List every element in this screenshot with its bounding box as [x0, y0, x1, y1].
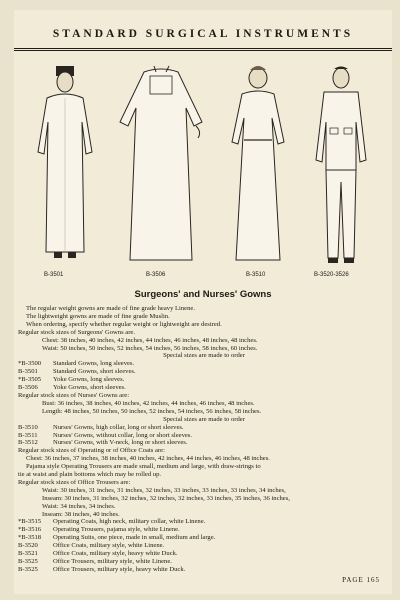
line-text: Office Coats, military style, heavy white Duck.: [53, 550, 178, 558]
text-line: [18, 503, 390, 511]
line-text: Waist: 34 inches, 34 inches.: [42, 502, 116, 510]
catalog-item: [18, 368, 390, 376]
catalog-item: [18, 542, 390, 550]
line-text: Standard Gowns, short sleeves.: [53, 368, 136, 376]
catalog-item: [18, 518, 390, 526]
header-rule-2: [14, 50, 392, 51]
line-text: Office Trousers, military style, heavy white Duck.: [53, 565, 186, 573]
text-line: [18, 511, 390, 519]
line-text: Special sizes are made to order: [163, 415, 245, 423]
catalog-item: [18, 432, 390, 440]
line-text: Regular stock sizes of Operating or of Office Coats are:: [18, 447, 165, 455]
item-code: *B-3518: [18, 534, 42, 542]
line-text: Regular stock sizes of Nurses' Gowns are:: [18, 391, 130, 399]
text-line: [18, 487, 390, 495]
catalog-item: [18, 534, 390, 542]
line-text: When ordering, specify whether regular weight or lightweight are desired.: [26, 320, 222, 328]
line-text: Nurses' Gowns, high collar, long or short sleeves.: [53, 423, 184, 431]
text-line: [18, 495, 390, 503]
item-code: B-3511: [18, 431, 38, 439]
item-code: B-3521: [18, 550, 38, 558]
item-code: B-3506: [18, 384, 38, 392]
text-line: [18, 329, 390, 337]
line-text: tie at waist and plain bottoms which may be rolled up.: [18, 471, 162, 479]
line-text: Operating Coats, high neck, military collar, white Linene.: [53, 518, 206, 526]
text-line: [18, 463, 390, 471]
text-line: [18, 408, 390, 416]
line-text: Chest: 38 inches, 40 inches, 42 inches, 44 inches, 46 inches, 48 inches, 48 inches.: [42, 336, 258, 344]
line-text: Office Trousers, military style, white Linene.: [53, 558, 172, 565]
body-text: [18, 305, 390, 574]
text-line: [18, 352, 390, 360]
catalog-item: [18, 384, 390, 392]
line-text: Office Coats, military style, white Linene.: [53, 542, 165, 550]
nurse-gown-figure: [224, 62, 294, 267]
text-line: [18, 471, 390, 479]
catalog-item: [18, 360, 390, 368]
item-code: *B-3505: [18, 376, 42, 384]
catalog-page: [14, 10, 392, 594]
item-code: B-3510: [18, 423, 38, 431]
text-line: [18, 400, 390, 408]
line-text: Yoke Gowns, short sleeves.: [53, 384, 126, 392]
line-text: Waist: 30 inches, 31 inches, 31 inches, 32 inches, 33 inches, 33 inches, 33 inches, 34 inches,: [42, 486, 286, 494]
line-text: Nurses' Gowns, without collar, long or short sleeves.: [53, 431, 193, 439]
yoke-gown-figure: [114, 62, 209, 267]
text-line: [18, 313, 390, 321]
figure-caption: B-3510: [246, 272, 266, 278]
surgeon-gown-figure: [32, 62, 102, 267]
figure-caption: B-3506: [146, 272, 166, 278]
section-title: Surgeons' and Nurses' Gowns: [134, 289, 272, 300]
text-line: [18, 479, 390, 487]
text-line: [18, 392, 390, 400]
text-line: [18, 455, 390, 463]
text-line: [18, 321, 390, 329]
item-code: B-3520: [18, 542, 38, 550]
line-text: Operating Suits, one piece, made in small, medium and large.: [53, 534, 216, 542]
line-text: Standard Gowns, long sleeves.: [53, 360, 135, 368]
figure-caption: B-3501: [44, 272, 64, 278]
line-text: Inseam: 38 inches, 40 inches.: [42, 510, 120, 518]
item-code: B-3501: [18, 368, 38, 376]
catalog-item: [18, 439, 390, 447]
text-line: [18, 345, 390, 353]
header-rule: [14, 48, 392, 49]
text-line: [18, 305, 390, 313]
line-text: Nurses' Gowns, with V-neck, long or short sleeves.: [53, 439, 188, 447]
item-code: *B-3515: [18, 518, 42, 526]
page-header: STANDARD SURGICAL INSTRUMENTS: [52, 28, 354, 40]
item-code: B-3525: [18, 558, 38, 565]
office-suit-figure: [306, 62, 376, 267]
text-line: [18, 337, 390, 345]
item-code: *B-3500: [18, 360, 42, 368]
catalog-item: [18, 558, 390, 566]
line-text: The regular weight gowns are made of fine grade heavy Linene.: [26, 305, 195, 312]
item-code: B-3512: [18, 439, 38, 447]
line-text: Yoke Gowns, long sleeves.: [53, 376, 125, 384]
item-code: *B-3516: [18, 526, 42, 534]
text-line: [18, 447, 390, 455]
figure-caption: B-3520-3526: [314, 272, 349, 278]
line-text: Regular stock sizes of Surgeons' Gowns are.: [18, 328, 135, 336]
text-line: [18, 416, 390, 424]
page-number: PAGE 165: [342, 576, 380, 584]
catalog-item: [18, 550, 390, 558]
line-text: Inseam: 30 inches, 31 inches, 32 inches, 32 inches, 32 inches, 33 inches, 35 inches, 36 inches,: [42, 494, 290, 502]
catalog-item: [18, 526, 390, 534]
line-text: Chest: 36 inches, 37 inches, 38 inches, 40 inches, 42 inches, 44 inches, 46 inches, 48 inches.: [26, 455, 270, 463]
line-text: Operating Trousers, pajama style, white Linene.: [53, 526, 180, 534]
catalog-item: [18, 376, 390, 384]
catalog-item: [18, 424, 390, 432]
line-text: Pajama style Operating Trousers are made small, medium and large, with draw-strings to: [26, 463, 261, 471]
line-text: Length: 48 inches, 50 inches, 50 inches, 52 inches, 54 inches, 56 inches, 58 inches.: [42, 407, 262, 415]
line-text: Regular stock sizes of Office Trousers are:: [18, 478, 131, 486]
line-text: The lightweight gowns are made of fine grade Muslin.: [26, 312, 170, 320]
line-text: Special sizes are made to order: [163, 352, 245, 360]
line-text: Bust: 36 inches, 38 inches, 40 inches, 42 inches, 44 inches, 46 inches, 48 inches.: [42, 399, 255, 407]
item-code: B-3525: [18, 565, 38, 573]
figures-row: [14, 60, 392, 280]
catalog-item: [18, 566, 390, 574]
line-text: Waist: 50 inches, 50 inches, 52 inches, 54 inches, 56 inches, 58 inches, 60 inches.: [42, 344, 258, 352]
